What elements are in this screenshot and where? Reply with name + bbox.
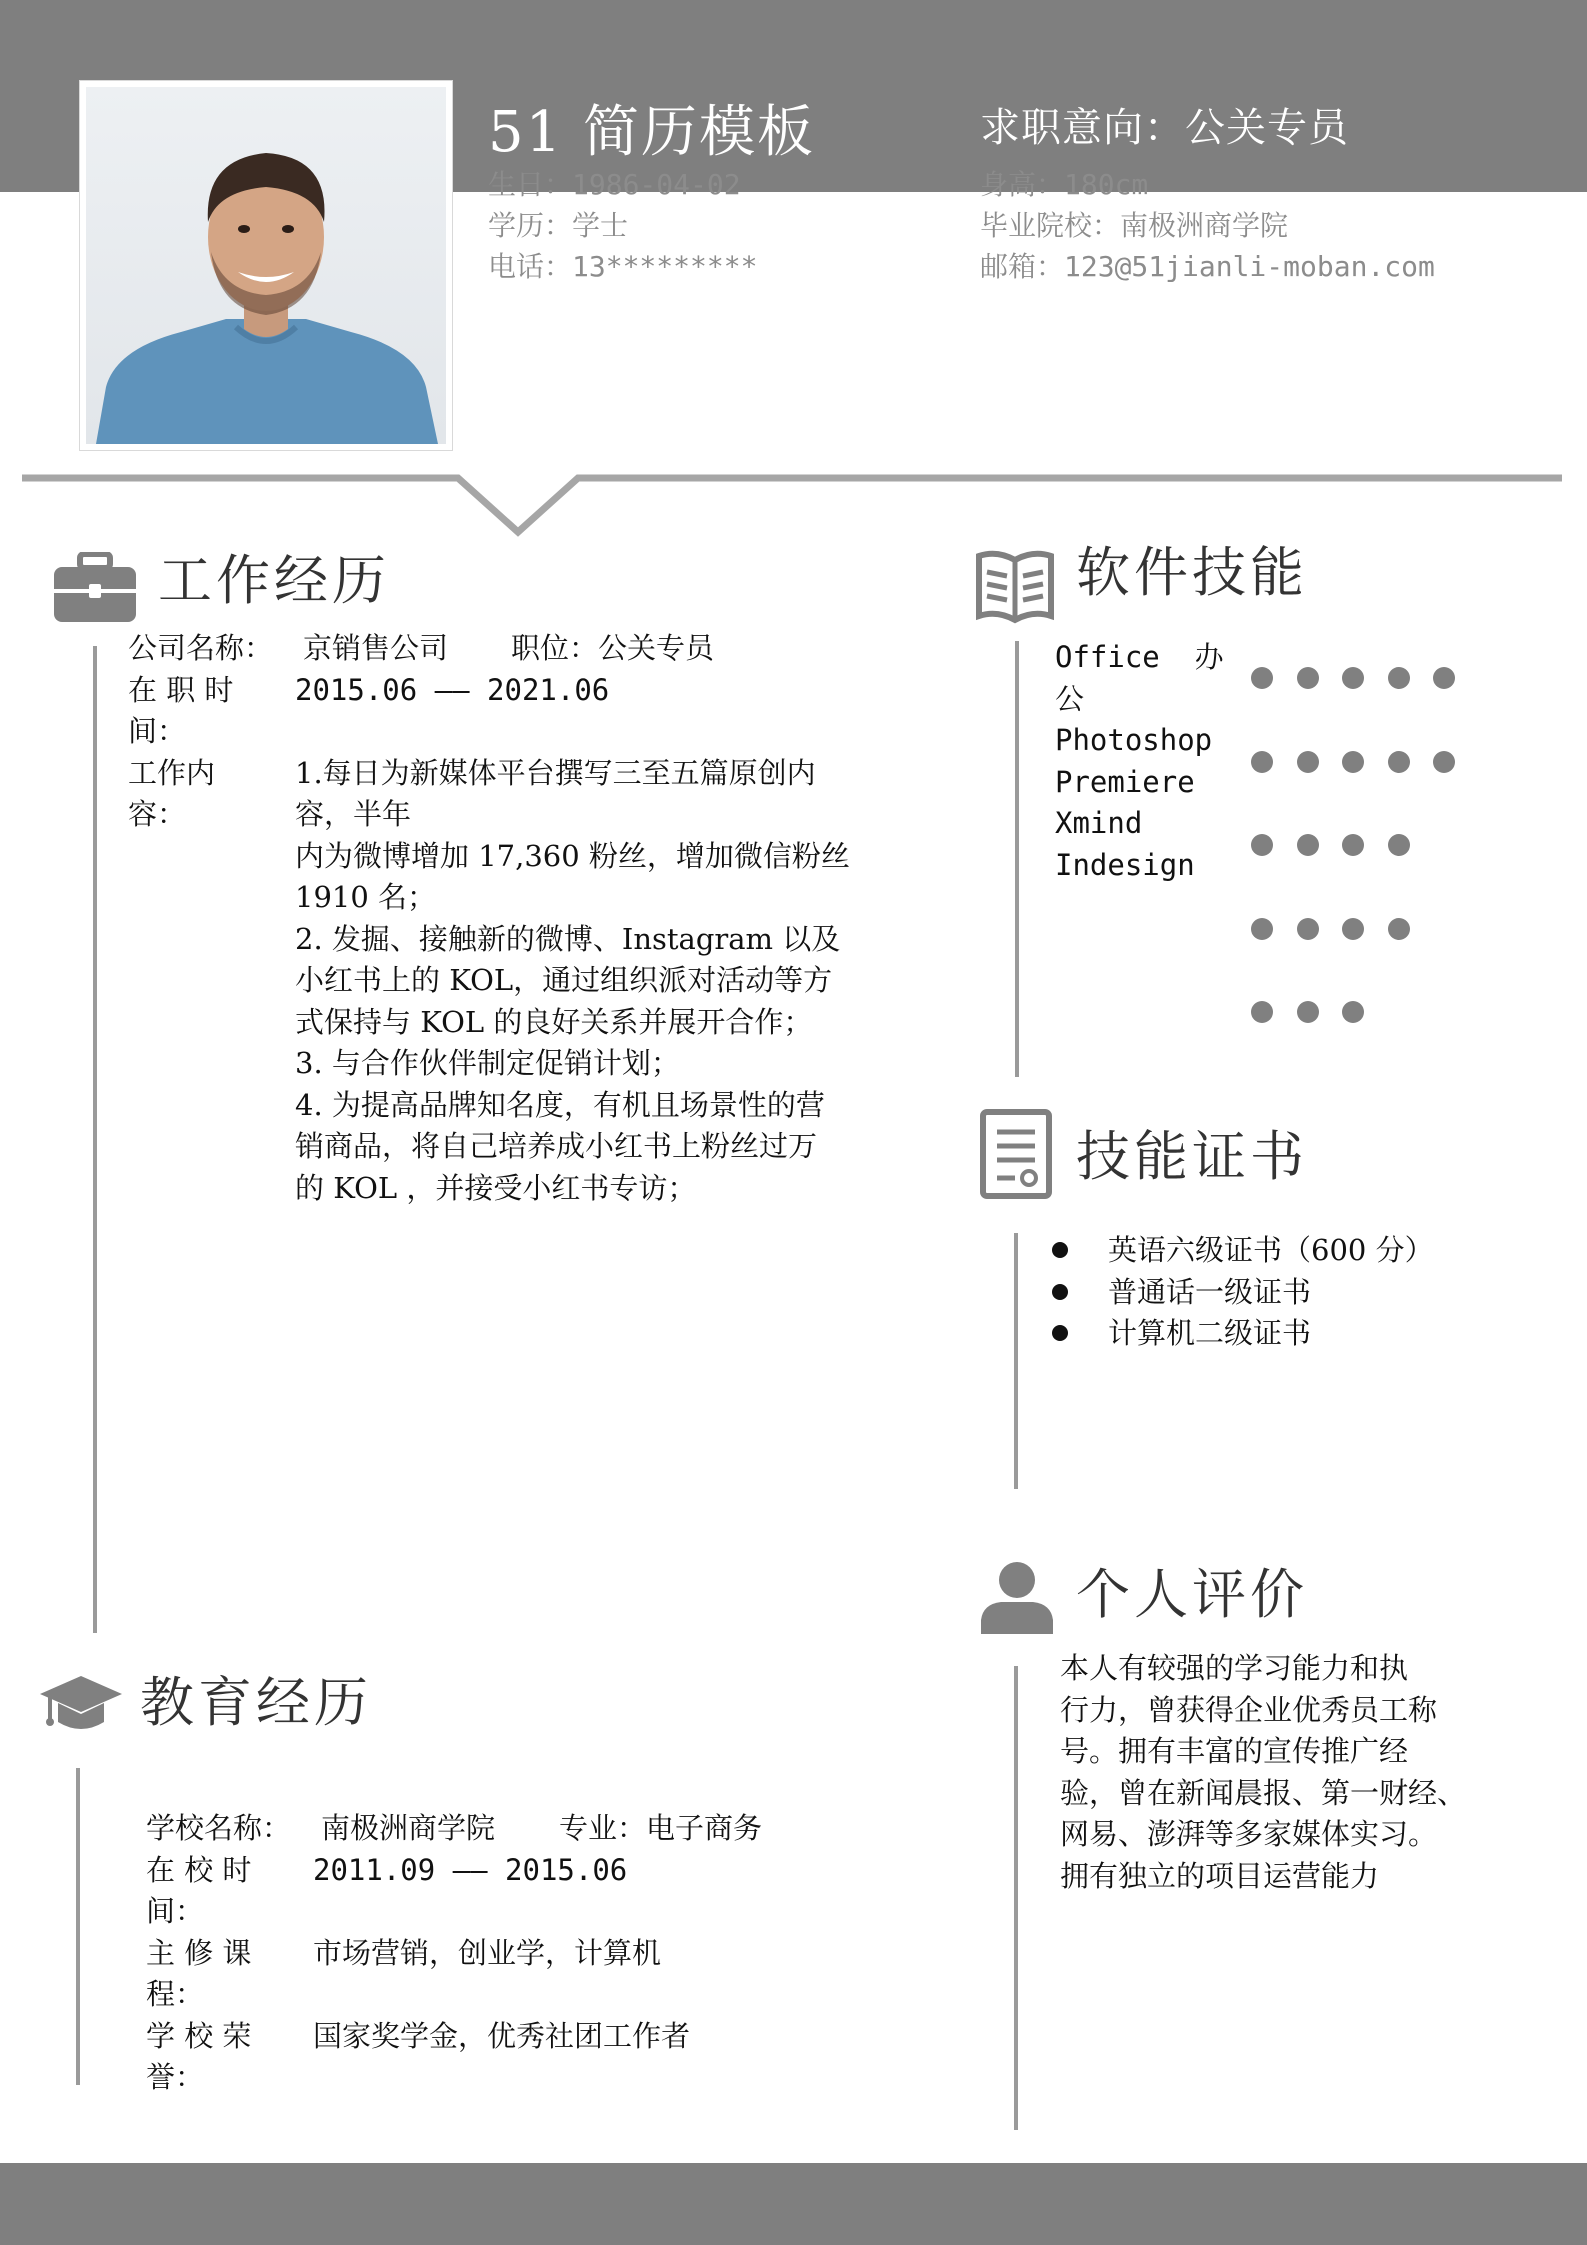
- rating-dot: [1388, 918, 1410, 940]
- graduation-cap-icon: [38, 1674, 124, 1738]
- rating-dot: [1388, 667, 1410, 689]
- rating-dot: [1251, 1001, 1273, 1023]
- content-line: 的 KOL ，并接受小红书专访；: [295, 1170, 697, 1205]
- content-line: 小红书上的 KOL，通过组织派对活动等方: [295, 963, 833, 997]
- rating-dot: [1433, 667, 1455, 689]
- period-label-cont: 间：: [128, 714, 187, 748]
- rating-dot: [1251, 918, 1273, 940]
- bullet-icon: [1052, 1284, 1068, 1300]
- briefcase-icon: [52, 552, 138, 624]
- certs-section-title: 技能证书: [1076, 1125, 1308, 1188]
- personal-info-left: [488, 164, 757, 287]
- evaluation-section-title: 个人评价: [1076, 1563, 1308, 1626]
- rating-dot: [1342, 834, 1364, 856]
- skill-rating-row: [1251, 1001, 1479, 1085]
- certificate-item: [1052, 1230, 1552, 1272]
- honors-label: 学 校 荣: [146, 2018, 252, 2053]
- content-line: 2. 发掘、接触新的微博、Instagram 以及: [295, 921, 841, 956]
- evaluation-line: 号。拥有丰富的宣传推广经: [1060, 1734, 1409, 1768]
- content-line: 1.每日为新媒体平台撰写三至五篇原创内: [295, 755, 816, 790]
- education-section-title: 教育经历: [140, 1671, 372, 1734]
- courses-label: 主 修 课: [146, 1935, 252, 1970]
- company-name: 京销售公司: [303, 631, 449, 665]
- rating-dot: [1297, 918, 1319, 940]
- position: 职位：公关专员: [511, 631, 715, 665]
- phone: 电话：13*********: [488, 250, 758, 283]
- rating-dot: [1297, 751, 1319, 773]
- software-name: Office 办: [1055, 640, 1224, 674]
- education-entry: [146, 1808, 846, 2099]
- person-icon: [979, 1560, 1055, 1636]
- period-label: 在 职 时: [128, 672, 234, 707]
- work-entry: [128, 628, 888, 1205]
- rating-dot: [1342, 751, 1364, 773]
- rating-dot: [1251, 834, 1273, 856]
- job-intent: 求职意向：公关专员: [980, 105, 1349, 151]
- software-name: Xmind: [1055, 806, 1143, 840]
- bullet-icon: [1052, 1325, 1068, 1341]
- certs-timeline-line: [1014, 1233, 1018, 1489]
- honors: 国家奖学金，优秀社团工作者: [313, 2018, 691, 2053]
- book-icon: [975, 548, 1055, 624]
- rating-dot: [1342, 667, 1364, 689]
- birth-date: 生日：1986-04-02: [488, 168, 741, 201]
- skill-rating-row: [1251, 667, 1479, 751]
- content-line: 4. 为提高品牌知名度，有机且场景性的营: [295, 1087, 825, 1122]
- work-section-title: 工作经历: [158, 549, 390, 612]
- certificate-item: [1052, 1313, 1552, 1355]
- rating-dot: [1251, 751, 1273, 773]
- skill-rating-row: [1251, 918, 1479, 1002]
- content-line: 销商品，将自己培养成小红书上粉丝过万: [295, 1129, 818, 1163]
- evaluation-line: 拥有独立的项目运营能力: [1060, 1858, 1380, 1893]
- profile-photo: [80, 81, 452, 450]
- skill-rating-row: [1251, 834, 1479, 918]
- rating-dot: [1297, 1001, 1319, 1023]
- evaluation-line: 本人有较强的学习能力和执: [1060, 1651, 1409, 1685]
- rating-dot: [1388, 751, 1410, 773]
- rating-dot: [1342, 918, 1364, 940]
- certificate-text: 英语六级证书（600 分）: [1108, 1233, 1434, 1267]
- major: 专业：电子商务: [559, 1811, 763, 1845]
- evaluation-line: 验，曾在新闻晨报、第一财经、: [1060, 1775, 1467, 1810]
- content-line: 内为微博增加 17,360 粉丝，增加微信粉丝: [295, 838, 850, 873]
- evaluation-line: 网易、澎湃等多家媒体实习。: [1060, 1817, 1438, 1851]
- email: 邮箱：123@51jianli-moban.com: [980, 250, 1435, 283]
- bullet-icon: [1052, 1242, 1068, 1258]
- certificate-text: 计算机二级证书: [1108, 1316, 1312, 1350]
- courses-label-cont: 程：: [146, 1977, 205, 2011]
- edu-period-label: 在 校 时: [146, 1852, 252, 1887]
- edu-period: 2011.09 —— 2015.06: [313, 1852, 628, 1887]
- software-name: Indesign: [1055, 847, 1195, 882]
- skill-rating-rows: [1251, 667, 1479, 1085]
- evaluation-text: [1060, 1648, 1530, 1897]
- software-name: Photoshop: [1055, 723, 1213, 757]
- content-label-cont: 容：: [128, 797, 187, 831]
- rating-dot: [1297, 667, 1319, 689]
- company-label: 公司名称：: [128, 631, 274, 665]
- portrait-figure: [86, 87, 446, 444]
- certificate-item: [1052, 1272, 1552, 1314]
- content-label: 工作内: [128, 755, 216, 790]
- software-name: 公: [1055, 681, 1085, 716]
- content-line: 容，半年: [295, 797, 412, 831]
- honors-label-cont: 誉：: [146, 2060, 205, 2094]
- skill-rating-row: [1251, 751, 1479, 835]
- skills-timeline-line: [1015, 641, 1019, 1077]
- software-name: Premiere: [1055, 764, 1195, 799]
- certificate-icon: [979, 1108, 1053, 1200]
- work-timeline-line: [93, 646, 97, 1633]
- evaluation-timeline-line: [1014, 1666, 1018, 2130]
- school-name: 南极洲商学院: [321, 1811, 496, 1845]
- rating-dot: [1297, 834, 1319, 856]
- software-list: [1055, 637, 1235, 886]
- skills-section-title: 软件技能: [1076, 541, 1308, 604]
- personal-info-right: [980, 164, 1435, 287]
- evaluation-line: 行力，曾获得企业优秀员工称: [1060, 1692, 1438, 1727]
- certificate-text: 普通话一级证书: [1108, 1274, 1312, 1309]
- resume-title: 51 简历模板: [488, 100, 816, 165]
- work-content: [295, 753, 895, 1210]
- degree: 学历：学士: [488, 209, 629, 242]
- graduate-school: 毕业院校：南极洲商学院: [980, 209, 1289, 242]
- rating-dot: [1251, 667, 1273, 689]
- section-divider: [0, 470, 1587, 540]
- school-label: 学校名称：: [146, 1811, 292, 1845]
- content-line: 3. 与合作伙伴制定促销计划；: [295, 1046, 680, 1080]
- height: 身高：180cm: [980, 168, 1149, 201]
- rating-dot: [1433, 751, 1455, 773]
- content-line: 1910 名；: [295, 880, 437, 914]
- content-line: 式保持与 KOL 的良好关系并展开合作；: [295, 1004, 813, 1039]
- work-period: 2015.06 —— 2021.06: [295, 672, 610, 707]
- footer-banner: [0, 2163, 1587, 2245]
- education-timeline-line: [76, 1768, 80, 2085]
- rating-dot: [1342, 1001, 1364, 1023]
- certificate-list: [1052, 1230, 1552, 1355]
- rating-dot: [1388, 834, 1410, 856]
- courses: 市场营销，创业学，计算机: [313, 1935, 662, 1970]
- edu-period-label-cont: 间：: [146, 1894, 205, 1928]
